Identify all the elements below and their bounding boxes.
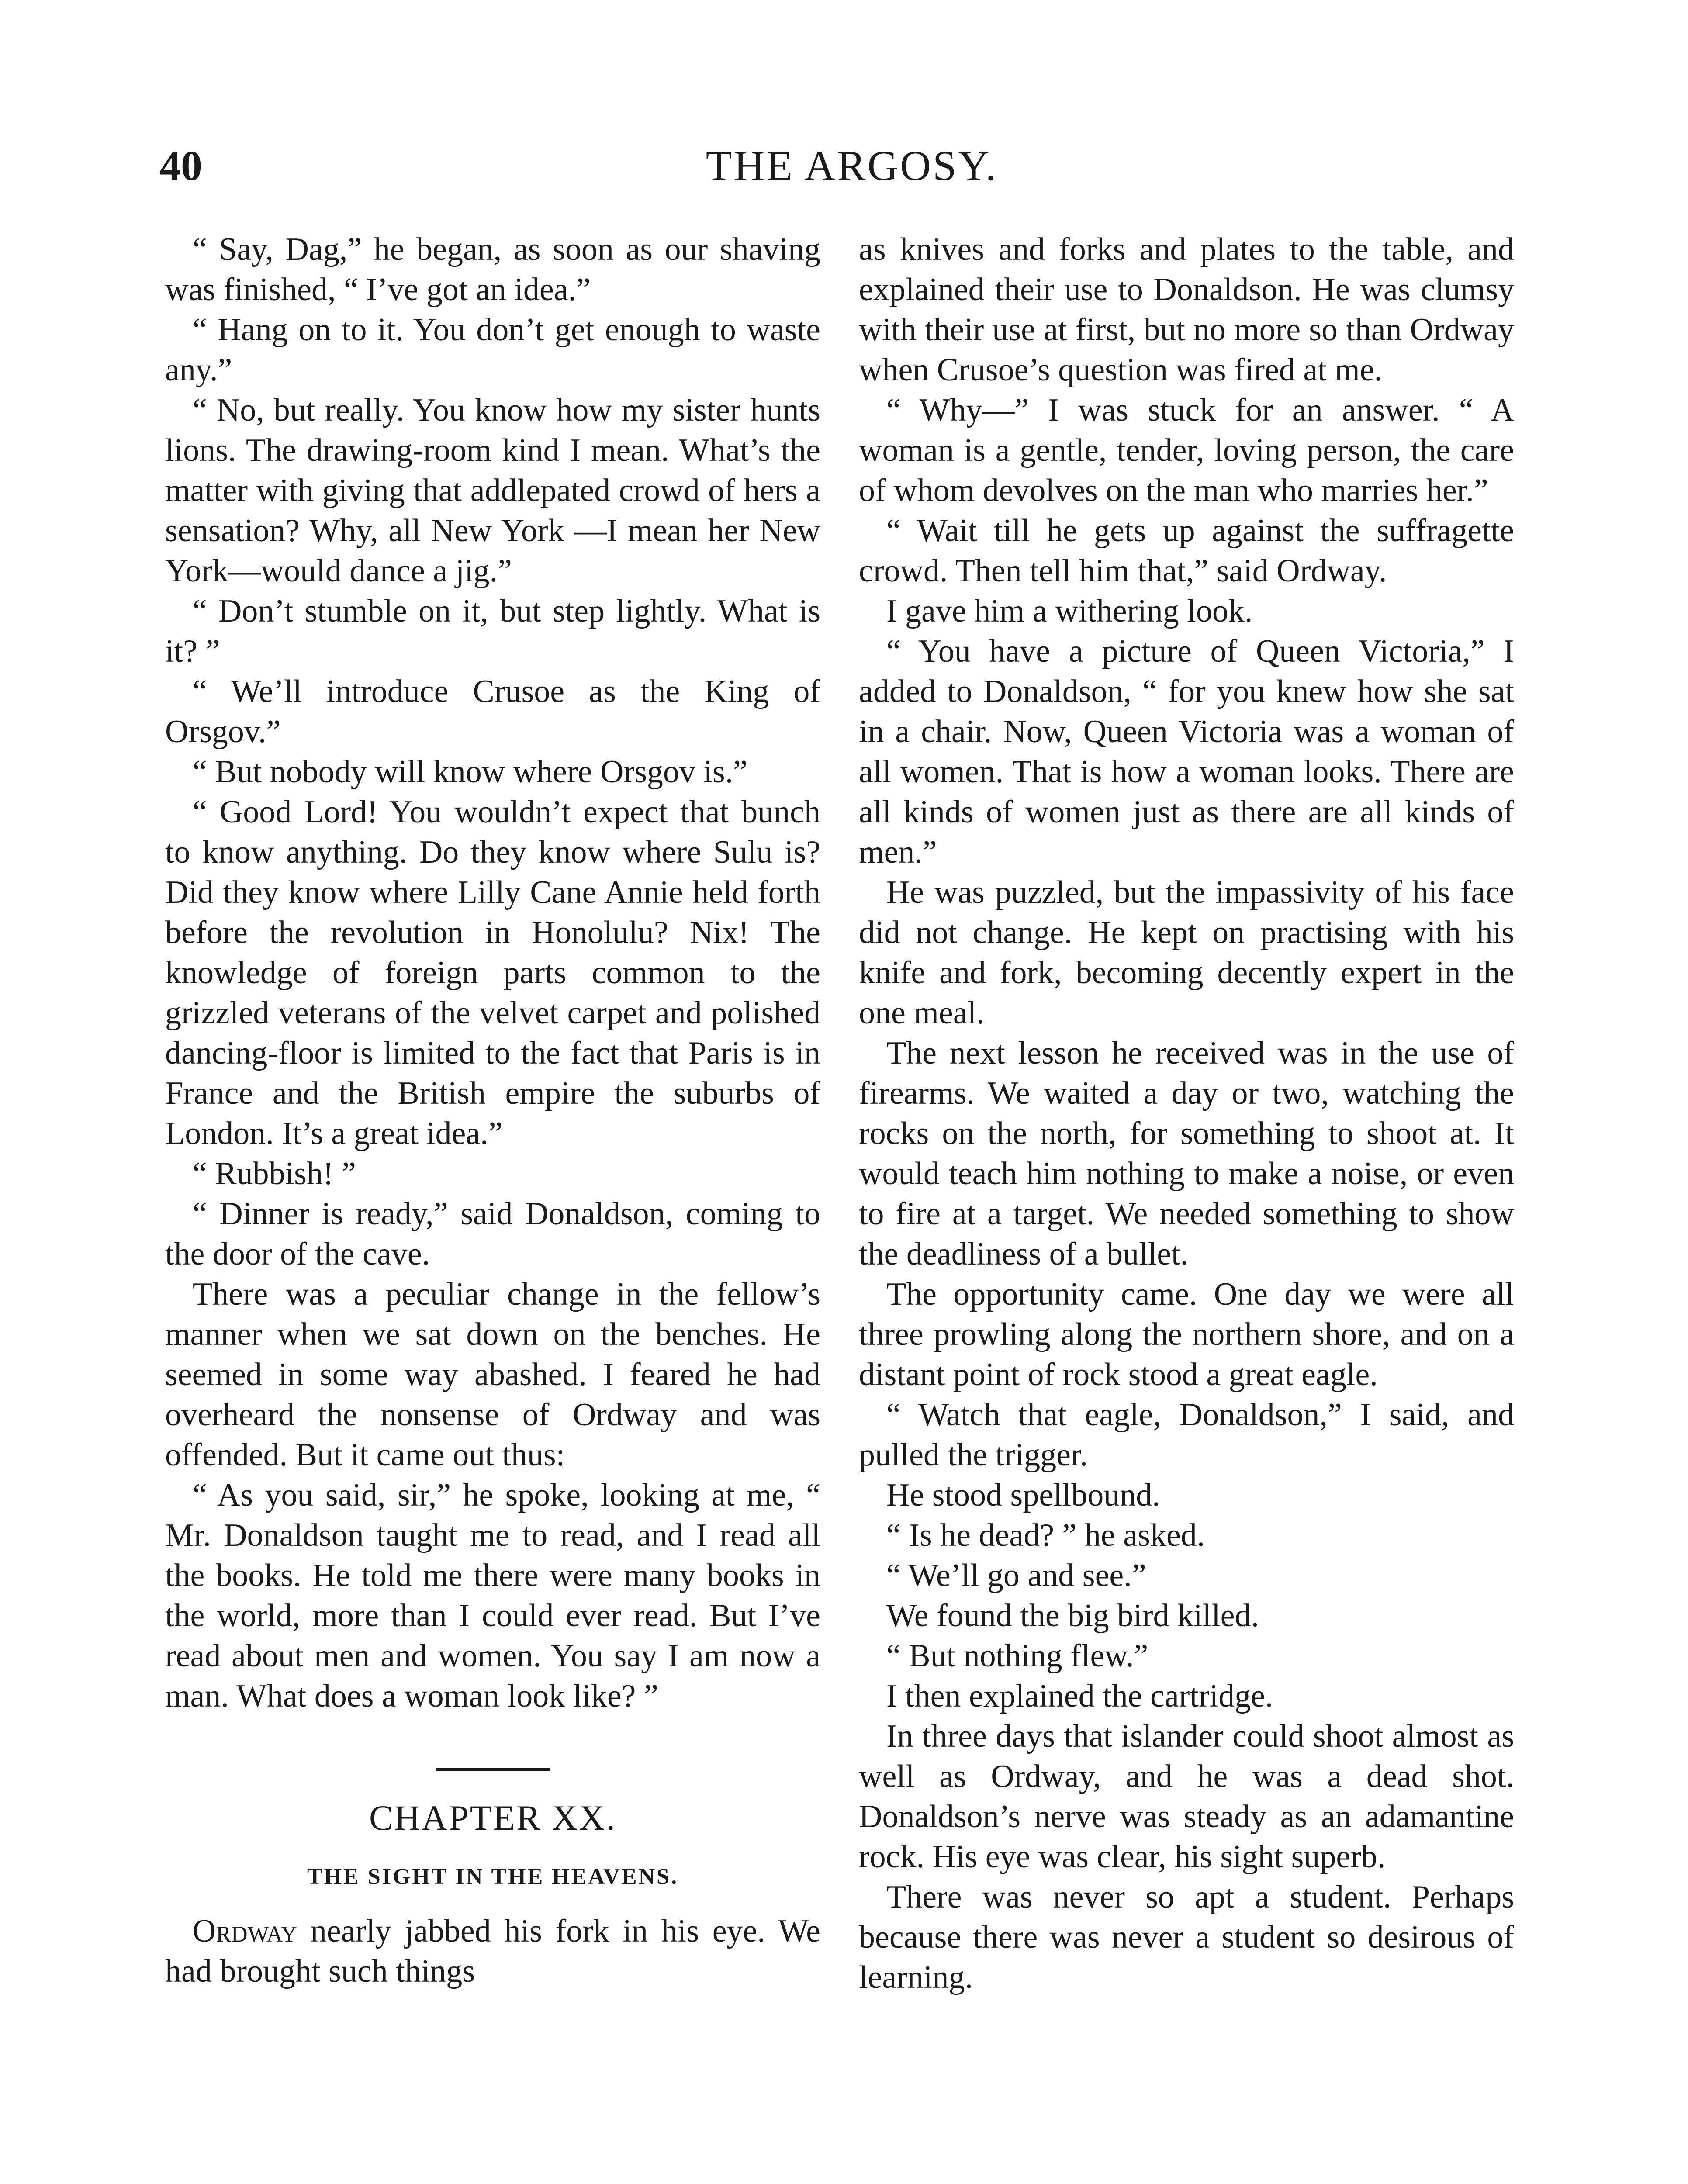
chapter-subtitle: THE SIGHT IN THE HEAVENS. xyxy=(307,1864,678,1889)
paragraph: “ No, but really. You know how my sister hunts lions. The drawing-room kind I mean. What’s the matter with giving that addlepated crowd of hers a sensation? Why, all New York —I mean her New York—would dance a jig.” xyxy=(165,392,820,589)
paragraph: as knives and forks and plates to the table, and explained their use to Donaldson. He was clumsy with their use at first, but no more so than Ordway when Crusoe’s question was fired at me. xyxy=(859,232,1514,388)
paragraph: I gave him a withering look. xyxy=(886,593,1253,629)
paragraph: The next lesson he received was in the use of firearms. We waited a day or two, watching the rocks on the north, for something to shoot at. It would teach him nothing to make a noise, or even to fire at a target. We needed something to show the deadliness of a bullet. xyxy=(859,1035,1514,1272)
opening-word: Ordway xyxy=(192,1913,297,1949)
paragraph: The opportunity came. One day we were all three prowling along the northern shore, and on a distant point of rock stood a great eagle. xyxy=(859,1276,1514,1393)
paragraph: “ Is he dead? ” he asked. xyxy=(886,1517,1205,1553)
chapter-heading: CHAPTER XX. xyxy=(369,1798,617,1838)
paragraph: “ Rubbish! ” xyxy=(192,1156,356,1192)
paragraph: “ Dinner is ready,” said Donaldson, coming to the door of the cave. xyxy=(165,1196,820,1272)
paragraph: “ Good Lord! You wouldn’t expect that bunch to know anything. Do they know where Sulu is? Did they know where Lilly Cane Annie held forth before the revolution in Honolulu? Nix! The knowledge of foreign parts common to the grizzled veterans of the velvet carpet and polished dancing-floor is limited to the fact that Paris is in France and the British empire the suburbs of London. It’s a great idea.” xyxy=(165,794,820,1151)
running-title: THE ARGOSY. xyxy=(706,142,998,190)
paragraph: I then explained the cartridge. xyxy=(886,1678,1273,1714)
paragraph: He was puzzled, but the impassivity of his face did not change. He kept on practising with his knife and fork, becoming decently expert in the one meal. xyxy=(859,874,1514,1031)
page-header xyxy=(0,138,1688,194)
paragraph: “ Say, Dag,” he began, as soon as our shaving was finished, “ I’ve got an idea.” xyxy=(165,232,820,308)
chapter-opening-paragraph xyxy=(165,1911,820,1991)
paragraph: In three days that islander could shoot almost as well as Ordway, and he was a dead shot. Donaldson’s nerve was steady as an adamantine rock. His eye was clear, his sight superb. xyxy=(859,1718,1514,1875)
page-number: 40 xyxy=(159,142,202,190)
paragraph: “ You have a picture of Queen Victoria,” I added to Donaldson, “ for you knew how she sat in a chair. Now, Queen Victoria was a woman of all women. That is how a woman looks. There are all kinds of women just as there are all kinds of men.” xyxy=(859,633,1514,870)
paragraph: “ Don’t stumble on it, but step lightly. What is it? ” xyxy=(165,593,820,669)
paragraph: “ Hang on to it. You don’t get enough to waste any.” xyxy=(165,312,820,388)
paragraph: There was never so apt a student. Perhaps because there was never a student so desirous of learning. xyxy=(859,1879,1514,1995)
paragraph: “ We’ll introduce Crusoe as the King of Orsgov.” xyxy=(165,674,820,750)
chapter-divider xyxy=(436,1768,550,1771)
paragraph: “ As you said, sir,” he spoke, looking at me, “ Mr. Donaldson taught me to read, and I read all the books. He told me there were many books in the world, more than I could ever read. But I’ve read about men and women. You say I am now a man. What does a woman look like? ” xyxy=(165,1477,820,1714)
paragraph: “ We’ll go and see.” xyxy=(886,1558,1146,1593)
paragraph: We found the big bird killed. xyxy=(886,1598,1259,1634)
paragraph: He stood spellbound. xyxy=(886,1477,1160,1513)
paragraph: “ But nobody will know where Orsgov is.” xyxy=(192,754,748,790)
paragraph: “ But nothing flew.” xyxy=(886,1638,1148,1674)
paragraph: There was a peculiar change in the fellow’s manner when we sat down on the benches. He seemed in some way abashed. I feared he had overheard the nonsense of Ordway and was offended. But it came out thus: xyxy=(165,1276,820,1473)
left-column xyxy=(165,229,820,1991)
opening-text: nearly jabbed his fork in his eye. We had brought such things xyxy=(165,1913,820,1989)
right-column xyxy=(859,229,1514,1997)
paragraph: “ Watch that eagle, Donaldson,” I said, and pulled the trigger. xyxy=(859,1397,1514,1473)
paragraph: “ Wait till he gets up against the suffragette crowd. Then tell him that,” said Ordway. xyxy=(859,513,1514,589)
paragraph: “ Why—” I was stuck for an answer. “ A woman is a gentle, tender, loving person, the care of whom devolves on the man who marries her.” xyxy=(859,392,1514,508)
